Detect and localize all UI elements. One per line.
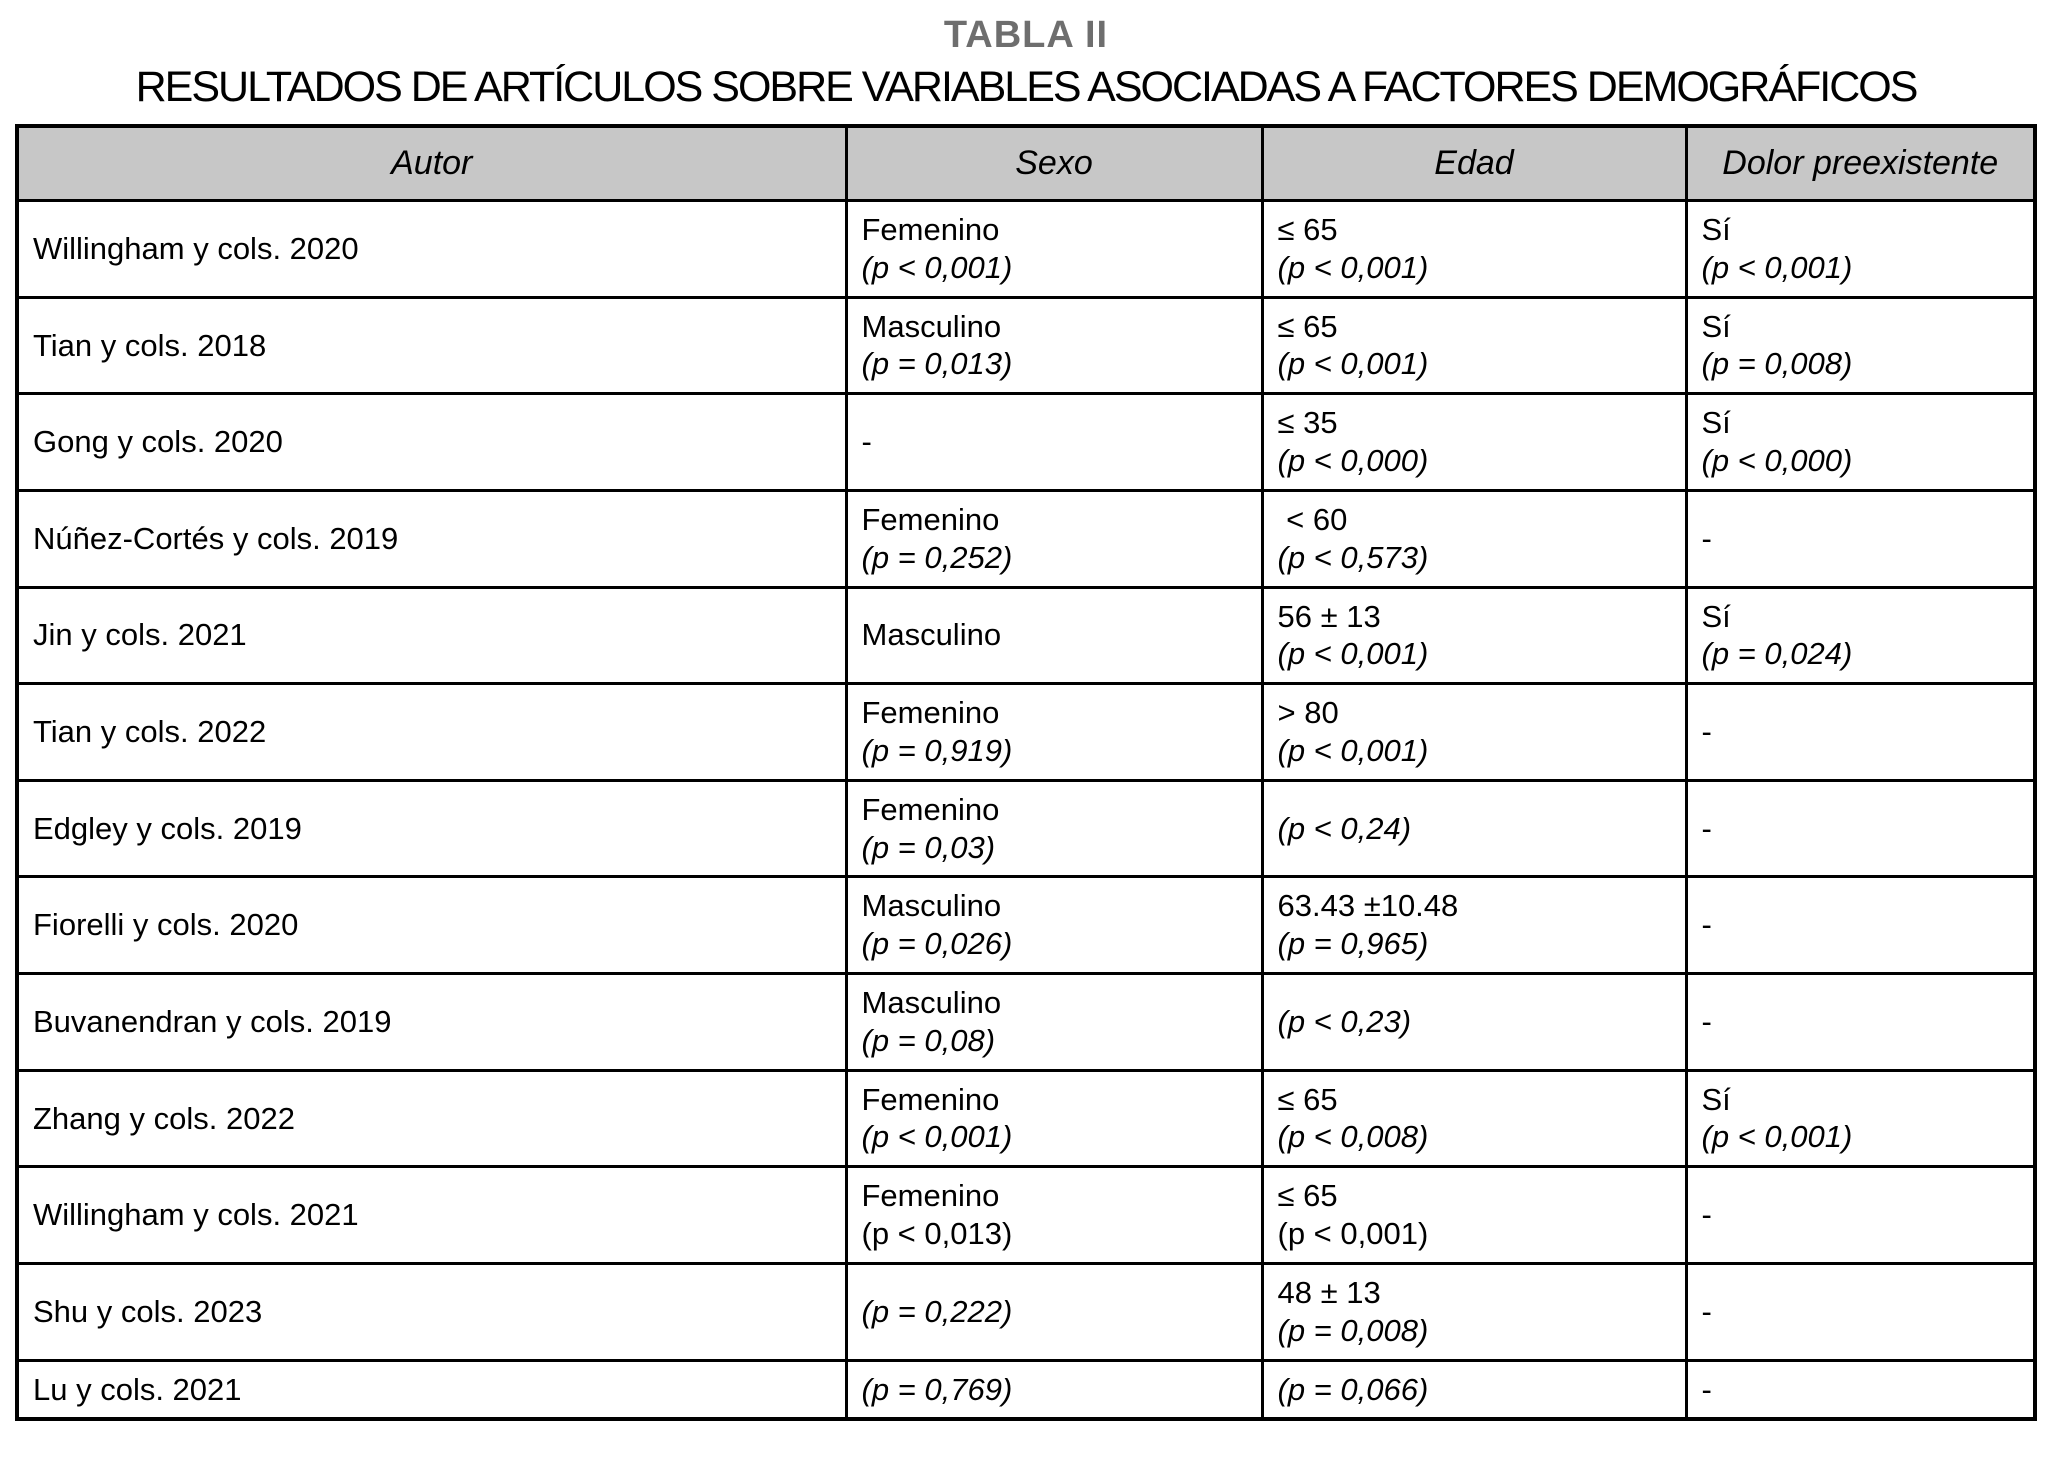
cell-autor: Willingham y cols. 2021 — [17, 1167, 846, 1264]
cell-dolor: - — [1686, 1360, 2035, 1419]
table-row — [17, 1070, 2035, 1167]
cell-sexo: Masculino (p = 0,08) — [846, 974, 1262, 1071]
cell-dolor: - — [1686, 490, 2035, 587]
cell-autor: Willingham y cols. 2020 — [17, 201, 846, 298]
cell-edad: ≤ 65 (p < 0,001) — [1262, 297, 1686, 394]
cell-edad: ≤ 65 (p < 0,001) — [1262, 201, 1686, 298]
column-header-autor: Autor — [17, 126, 846, 201]
table-row — [17, 1360, 2035, 1419]
column-header-sexo: Sexo — [846, 126, 1262, 201]
results-table — [15, 124, 2037, 1421]
cell-sexo: Femenino (p < 0,013) — [846, 1167, 1262, 1264]
cell-autor: Zhang y cols. 2022 — [17, 1070, 846, 1167]
cell-autor: Tian y cols. 2022 — [17, 684, 846, 781]
cell-sexo: Femenino (p = 0,252) — [846, 490, 1262, 587]
cell-edad: ≤ 35 (p < 0,000) — [1262, 394, 1686, 491]
column-header-dolor-preexistente: Dolor preexistente — [1686, 126, 2035, 201]
cell-autor: Jin y cols. 2021 — [17, 587, 846, 684]
table-row — [17, 780, 2035, 877]
table-body — [17, 201, 2035, 1420]
table-row — [17, 297, 2035, 394]
cell-dolor: - — [1686, 974, 2035, 1071]
cell-autor: Edgley y cols. 2019 — [17, 780, 846, 877]
cell-sexo: Masculino — [846, 587, 1262, 684]
cell-autor: Shu y cols. 2023 — [17, 1263, 846, 1360]
cell-edad: < 60 (p < 0,573) — [1262, 490, 1686, 587]
cell-autor: Núñez-Cortés y cols. 2019 — [17, 490, 846, 587]
cell-dolor: - — [1686, 1263, 2035, 1360]
cell-autor: Lu y cols. 2021 — [17, 1360, 846, 1419]
column-header-edad: Edad — [1262, 126, 1686, 201]
cell-sexo: Masculino (p = 0,026) — [846, 877, 1262, 974]
cell-dolor: - — [1686, 684, 2035, 781]
table-header — [17, 126, 2035, 201]
cell-edad: 48 ± 13 (p = 0,008) — [1262, 1263, 1686, 1360]
cell-edad: 63.43 ±10.48 (p = 0,965) — [1262, 877, 1686, 974]
cell-sexo: Femenino (p = 0,03) — [846, 780, 1262, 877]
cell-edad: ≤ 65 (p < 0,001) — [1262, 1167, 1686, 1264]
cell-sexo: (p = 0,222) — [846, 1263, 1262, 1360]
cell-autor: Buvanendran y cols. 2019 — [17, 974, 846, 1071]
cell-sexo: Femenino (p < 0,001) — [846, 1070, 1262, 1167]
cell-edad: 56 ± 13 (p < 0,001) — [1262, 587, 1686, 684]
table-row — [17, 490, 2035, 587]
table-number-title: TABLA II — [943, 14, 1109, 56]
cell-dolor: Sí (p = 0,008) — [1686, 297, 2035, 394]
cell-dolor: - — [1686, 1167, 2035, 1264]
table-row — [17, 877, 2035, 974]
cell-edad: > 80 (p < 0,001) — [1262, 684, 1686, 781]
cell-edad: ≤ 65 (p < 0,008) — [1262, 1070, 1686, 1167]
table-row — [17, 974, 2035, 1071]
cell-autor: Tian y cols. 2018 — [17, 297, 846, 394]
table-row — [17, 684, 2035, 781]
cell-sexo: Femenino (p = 0,919) — [846, 684, 1262, 781]
cell-dolor: Sí (p < 0,000) — [1686, 394, 2035, 491]
header-row — [17, 126, 2035, 201]
cell-autor: Fiorelli y cols. 2020 — [17, 877, 846, 974]
cell-edad: (p < 0,23) — [1262, 974, 1686, 1071]
table-row — [17, 394, 2035, 491]
cell-dolor: Sí (p = 0,024) — [1686, 587, 2035, 684]
table-row — [17, 1167, 2035, 1264]
table-row — [17, 1263, 2035, 1360]
cell-dolor: - — [1686, 780, 2035, 877]
table-row — [17, 201, 2035, 298]
cell-sexo: (p = 0,769) — [846, 1360, 1262, 1419]
cell-dolor: Sí (p < 0,001) — [1686, 201, 2035, 298]
cell-sexo: Masculino (p = 0,013) — [846, 297, 1262, 394]
table-subtitle: RESULTADOS DE ARTÍCULOS SOBRE VARIABLES ASOCIADAS A FACTORES DEMOGRÁFICOS — [135, 63, 1917, 111]
cell-sexo: - — [846, 394, 1262, 491]
cell-dolor: - — [1686, 877, 2035, 974]
cell-sexo: Femenino (p < 0,001) — [846, 201, 1262, 298]
cell-autor: Gong y cols. 2020 — [17, 394, 846, 491]
table-row — [17, 587, 2035, 684]
cell-edad: (p < 0,24) — [1262, 780, 1686, 877]
cell-edad: (p = 0,066) — [1262, 1360, 1686, 1419]
cell-dolor: Sí (p < 0,001) — [1686, 1070, 2035, 1167]
